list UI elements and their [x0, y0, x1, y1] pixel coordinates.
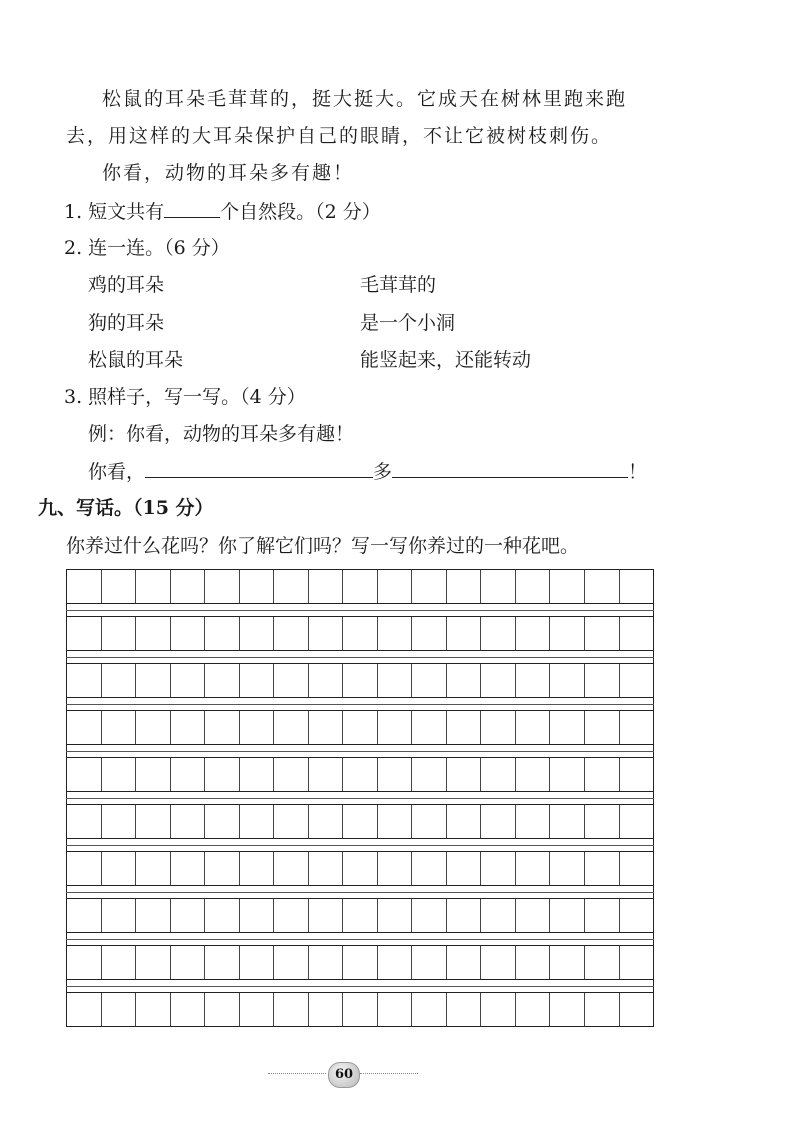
- grid-cell[interactable]: [550, 758, 585, 791]
- grid-cell[interactable]: [67, 711, 102, 744]
- grid-cell[interactable]: [102, 570, 137, 603]
- grid-cell[interactable]: [620, 617, 654, 650]
- grid-gap-line: [66, 610, 654, 611]
- grid-cell[interactable]: [447, 805, 482, 838]
- match-left-item[interactable]: 松鼠的耳朵: [88, 349, 184, 371]
- grid-cell[interactable]: [102, 899, 137, 932]
- grid-cell[interactable]: [550, 711, 585, 744]
- grid-cell[interactable]: [378, 852, 413, 885]
- grid-cell[interactable]: [481, 805, 516, 838]
- grid-cell[interactable]: [240, 711, 275, 744]
- grid-cell[interactable]: [171, 617, 206, 650]
- grid-cell[interactable]: [447, 993, 482, 1026]
- grid-cell[interactable]: [516, 711, 551, 744]
- grid-cell[interactable]: [240, 664, 275, 697]
- grid-cell[interactable]: [620, 946, 654, 979]
- grid-cell[interactable]: [343, 758, 378, 791]
- grid-row[interactable]: [66, 851, 654, 886]
- grid-cell[interactable]: [585, 993, 620, 1026]
- grid-cell[interactable]: [447, 946, 482, 979]
- grid-cell[interactable]: [136, 993, 171, 1026]
- grid-cell[interactable]: [412, 899, 447, 932]
- grid-cell[interactable]: [481, 758, 516, 791]
- grid-cell[interactable]: [102, 805, 137, 838]
- grid-cell[interactable]: [102, 946, 137, 979]
- grid-cell[interactable]: [67, 758, 102, 791]
- grid-cell[interactable]: [171, 570, 206, 603]
- grid-cell[interactable]: [171, 805, 206, 838]
- grid-cell[interactable]: [481, 617, 516, 650]
- grid-cell[interactable]: [171, 758, 206, 791]
- grid-cell[interactable]: [343, 993, 378, 1026]
- grid-cell[interactable]: [205, 852, 240, 885]
- grid-gap-line: [66, 986, 654, 987]
- grid-cell[interactable]: [585, 758, 620, 791]
- grid-cell[interactable]: [516, 946, 551, 979]
- grid-cell[interactable]: [240, 617, 275, 650]
- grid-cell[interactable]: [378, 570, 413, 603]
- grid-cell[interactable]: [481, 711, 516, 744]
- grid-cell[interactable]: [309, 899, 344, 932]
- question-2-title: 2. 连一连。（6 分）: [64, 237, 230, 259]
- footer-dots-right: [360, 1073, 418, 1074]
- grid-cell[interactable]: [481, 993, 516, 1026]
- grid-cell[interactable]: [67, 664, 102, 697]
- grid-cell[interactable]: [274, 899, 309, 932]
- grid-cell[interactable]: [205, 711, 240, 744]
- grid-cell[interactable]: [412, 711, 447, 744]
- grid-cell[interactable]: [585, 711, 620, 744]
- grid-cell[interactable]: [240, 993, 275, 1026]
- question-1-answer-blank[interactable]: [164, 199, 220, 218]
- grid-cell[interactable]: [67, 946, 102, 979]
- question-1: [64, 199, 381, 224]
- grid-gap-line: [66, 704, 654, 705]
- grid-cell[interactable]: [274, 570, 309, 603]
- prompt-end: ！: [628, 461, 648, 483]
- grid-cell[interactable]: [378, 758, 413, 791]
- grid-cell[interactable]: [102, 852, 137, 885]
- grid-cell[interactable]: [550, 570, 585, 603]
- match-right-item[interactable]: 能竖起来，还能转动: [360, 349, 532, 371]
- match-right-item[interactable]: 毛茸茸的: [360, 274, 437, 296]
- grid-row[interactable]: [66, 663, 654, 698]
- grid-cell[interactable]: [585, 664, 620, 697]
- grid-cell[interactable]: [412, 664, 447, 697]
- grid-cell[interactable]: [136, 899, 171, 932]
- grid-cell[interactable]: [481, 946, 516, 979]
- grid-cell[interactable]: [550, 852, 585, 885]
- grid-cell[interactable]: [585, 805, 620, 838]
- passage-line-1: 松鼠的耳朵毛茸茸的，挺大挺大。它成天在树林里跑来跑: [102, 88, 628, 110]
- question-3-title: 3. 照样子，写一写。（4 分）: [64, 386, 306, 408]
- question-1-text-before: 1. 短文共有: [64, 201, 165, 223]
- grid-cell[interactable]: [516, 805, 551, 838]
- grid-cell[interactable]: [274, 946, 309, 979]
- grid-cell[interactable]: [240, 946, 275, 979]
- grid-cell[interactable]: [585, 570, 620, 603]
- prompt-mid: 多: [373, 461, 393, 483]
- grid-cell[interactable]: [343, 570, 378, 603]
- grid-cell[interactable]: [240, 570, 275, 603]
- grid-gap-line: [66, 798, 654, 799]
- grid-cell[interactable]: [240, 758, 275, 791]
- grid-cell[interactable]: [309, 946, 344, 979]
- grid-cell[interactable]: [136, 805, 171, 838]
- grid-cell[interactable]: [309, 852, 344, 885]
- grid-cell[interactable]: [67, 570, 102, 603]
- grid-cell[interactable]: [136, 711, 171, 744]
- grid-cell[interactable]: [171, 852, 206, 885]
- grid-cell[interactable]: [171, 993, 206, 1026]
- grid-cell[interactable]: [102, 711, 137, 744]
- grid-cell[interactable]: [550, 805, 585, 838]
- grid-cell[interactable]: [205, 570, 240, 603]
- grid-row[interactable]: [66, 569, 654, 604]
- grid-cell[interactable]: [136, 570, 171, 603]
- grid-cell[interactable]: [205, 993, 240, 1026]
- grid-row[interactable]: [66, 804, 654, 839]
- grid-cell[interactable]: [274, 852, 309, 885]
- grid-gap-line: [66, 751, 654, 752]
- grid-cell[interactable]: [620, 899, 654, 932]
- grid-row[interactable]: [66, 992, 654, 1027]
- grid-cell[interactable]: [102, 758, 137, 791]
- grid-cell[interactable]: [274, 993, 309, 1026]
- grid-cell[interactable]: [343, 664, 378, 697]
- grid-row[interactable]: [66, 898, 654, 933]
- grid-cell[interactable]: [620, 570, 654, 603]
- grid-cell[interactable]: [205, 946, 240, 979]
- grid-cell[interactable]: [343, 617, 378, 650]
- grid-cell[interactable]: [205, 758, 240, 791]
- grid-cell[interactable]: [136, 852, 171, 885]
- grid-cell[interactable]: [309, 711, 344, 744]
- grid-cell[interactable]: [585, 852, 620, 885]
- match-left-item[interactable]: 狗的耳朵: [88, 312, 165, 334]
- grid-cell[interactable]: [171, 711, 206, 744]
- grid-gap-line: [66, 939, 654, 940]
- grid-cell[interactable]: [412, 758, 447, 791]
- grid-cell[interactable]: [516, 899, 551, 932]
- grid-cell[interactable]: [447, 852, 482, 885]
- grid-cell[interactable]: [67, 805, 102, 838]
- grid-cell[interactable]: [447, 758, 482, 791]
- grid-cell[interactable]: [309, 617, 344, 650]
- grid-cell[interactable]: [516, 993, 551, 1026]
- grid-cell[interactable]: [620, 852, 654, 885]
- grid-cell[interactable]: [585, 617, 620, 650]
- grid-cell[interactable]: [309, 570, 344, 603]
- grid-cell[interactable]: [620, 993, 654, 1026]
- grid-cell[interactable]: [309, 993, 344, 1026]
- grid-cell[interactable]: [67, 899, 102, 932]
- grid-cell[interactable]: [102, 993, 137, 1026]
- grid-cell[interactable]: [240, 805, 275, 838]
- grid-cell[interactable]: [412, 617, 447, 650]
- grid-cell[interactable]: [620, 664, 654, 697]
- grid-cell[interactable]: [378, 664, 413, 697]
- grid-cell[interactable]: [412, 852, 447, 885]
- grid-gap-line: [66, 845, 654, 846]
- grid-cell[interactable]: [343, 711, 378, 744]
- grid-cell[interactable]: [102, 617, 137, 650]
- match-left-item[interactable]: 鸡的耳朵: [88, 274, 165, 296]
- grid-cell[interactable]: [516, 664, 551, 697]
- grid-cell[interactable]: [205, 664, 240, 697]
- grid-cell[interactable]: [620, 711, 654, 744]
- grid-cell[interactable]: [378, 899, 413, 932]
- grid-cell[interactable]: [447, 899, 482, 932]
- grid-gap-line: [66, 657, 654, 658]
- grid-cell[interactable]: [516, 758, 551, 791]
- grid-row[interactable]: [66, 616, 654, 651]
- grid-cell[interactable]: [102, 664, 137, 697]
- grid-cell[interactable]: [67, 617, 102, 650]
- grid-cell[interactable]: [171, 899, 206, 932]
- grid-cell[interactable]: [309, 805, 344, 838]
- match-right-item[interactable]: 是一个小洞: [360, 312, 456, 334]
- grid-cell[interactable]: [274, 711, 309, 744]
- grid-cell[interactable]: [447, 711, 482, 744]
- section-9-title: 九、写话。（15 分）: [38, 497, 214, 519]
- page-number: 60: [328, 1062, 360, 1088]
- grid-cell[interactable]: [516, 852, 551, 885]
- grid-cell[interactable]: [481, 899, 516, 932]
- grid-cell[interactable]: [412, 805, 447, 838]
- grid-cell[interactable]: [412, 946, 447, 979]
- grid-cell[interactable]: [309, 664, 344, 697]
- grid-cell[interactable]: [136, 664, 171, 697]
- grid-cell[interactable]: [343, 805, 378, 838]
- grid-cell[interactable]: [274, 617, 309, 650]
- section-9-prompt: 你养过什么花吗？你了解它们吗？写一写你养过的一种花吧。: [66, 535, 580, 557]
- grid-cell[interactable]: [205, 617, 240, 650]
- grid-cell[interactable]: [343, 899, 378, 932]
- question-1-text-after: 个自然段。（2 分）: [220, 201, 381, 223]
- grid-cell[interactable]: [447, 570, 482, 603]
- grid-row[interactable]: [66, 945, 654, 980]
- grid-cell[interactable]: [274, 664, 309, 697]
- footer-dots-left: [268, 1073, 326, 1074]
- question-3-prompt: [88, 459, 647, 484]
- grid-cell[interactable]: [550, 899, 585, 932]
- grid-cell[interactable]: [240, 852, 275, 885]
- answer-blank-2[interactable]: [392, 459, 628, 478]
- grid-row[interactable]: [66, 710, 654, 745]
- grid-cell[interactable]: [412, 993, 447, 1026]
- grid-cell[interactable]: [550, 664, 585, 697]
- grid-gap-line: [66, 892, 654, 893]
- grid-cell[interactable]: [516, 570, 551, 603]
- grid-cell[interactable]: [378, 805, 413, 838]
- page-footer: [268, 1062, 418, 1086]
- grid-cell[interactable]: [585, 899, 620, 932]
- grid-cell[interactable]: [274, 758, 309, 791]
- grid-cell[interactable]: [205, 899, 240, 932]
- grid-cell[interactable]: [240, 899, 275, 932]
- grid-cell[interactable]: [136, 617, 171, 650]
- question-3-example: 例：你看，动物的耳朵多有趣！: [88, 423, 355, 445]
- grid-cell[interactable]: [136, 946, 171, 979]
- grid-cell[interactable]: [481, 664, 516, 697]
- grid-cell[interactable]: [378, 946, 413, 979]
- grid-cell[interactable]: [447, 664, 482, 697]
- grid-cell[interactable]: [67, 993, 102, 1026]
- grid-cell[interactable]: [447, 617, 482, 650]
- passage-line-2: 去，用这样的大耳朵保护自己的眼睛，不让它被树枝刺伤。: [66, 125, 613, 147]
- grid-cell[interactable]: [412, 570, 447, 603]
- grid-cell[interactable]: [343, 946, 378, 979]
- grid-cell[interactable]: [378, 617, 413, 650]
- grid-row[interactable]: [66, 757, 654, 792]
- prompt-start: 你看，: [88, 461, 146, 483]
- grid-cell[interactable]: [550, 946, 585, 979]
- grid-cell[interactable]: [67, 852, 102, 885]
- grid-cell[interactable]: [309, 758, 344, 791]
- grid-cell[interactable]: [171, 946, 206, 979]
- grid-cell[interactable]: [171, 664, 206, 697]
- grid-cell[interactable]: [550, 993, 585, 1026]
- grid-cell[interactable]: [585, 946, 620, 979]
- grid-cell[interactable]: [481, 570, 516, 603]
- grid-cell[interactable]: [620, 758, 654, 791]
- grid-cell[interactable]: [620, 805, 654, 838]
- answer-blank-1[interactable]: [145, 459, 373, 478]
- grid-cell[interactable]: [550, 617, 585, 650]
- grid-cell[interactable]: [274, 805, 309, 838]
- grid-cell[interactable]: [343, 852, 378, 885]
- grid-cell[interactable]: [378, 711, 413, 744]
- grid-cell[interactable]: [481, 852, 516, 885]
- grid-cell[interactable]: [516, 617, 551, 650]
- grid-cell[interactable]: [378, 993, 413, 1026]
- grid-cell[interactable]: [205, 805, 240, 838]
- grid-cell[interactable]: [136, 758, 171, 791]
- passage-line-3: 你看，动物的耳朵多有趣！: [102, 162, 355, 184]
